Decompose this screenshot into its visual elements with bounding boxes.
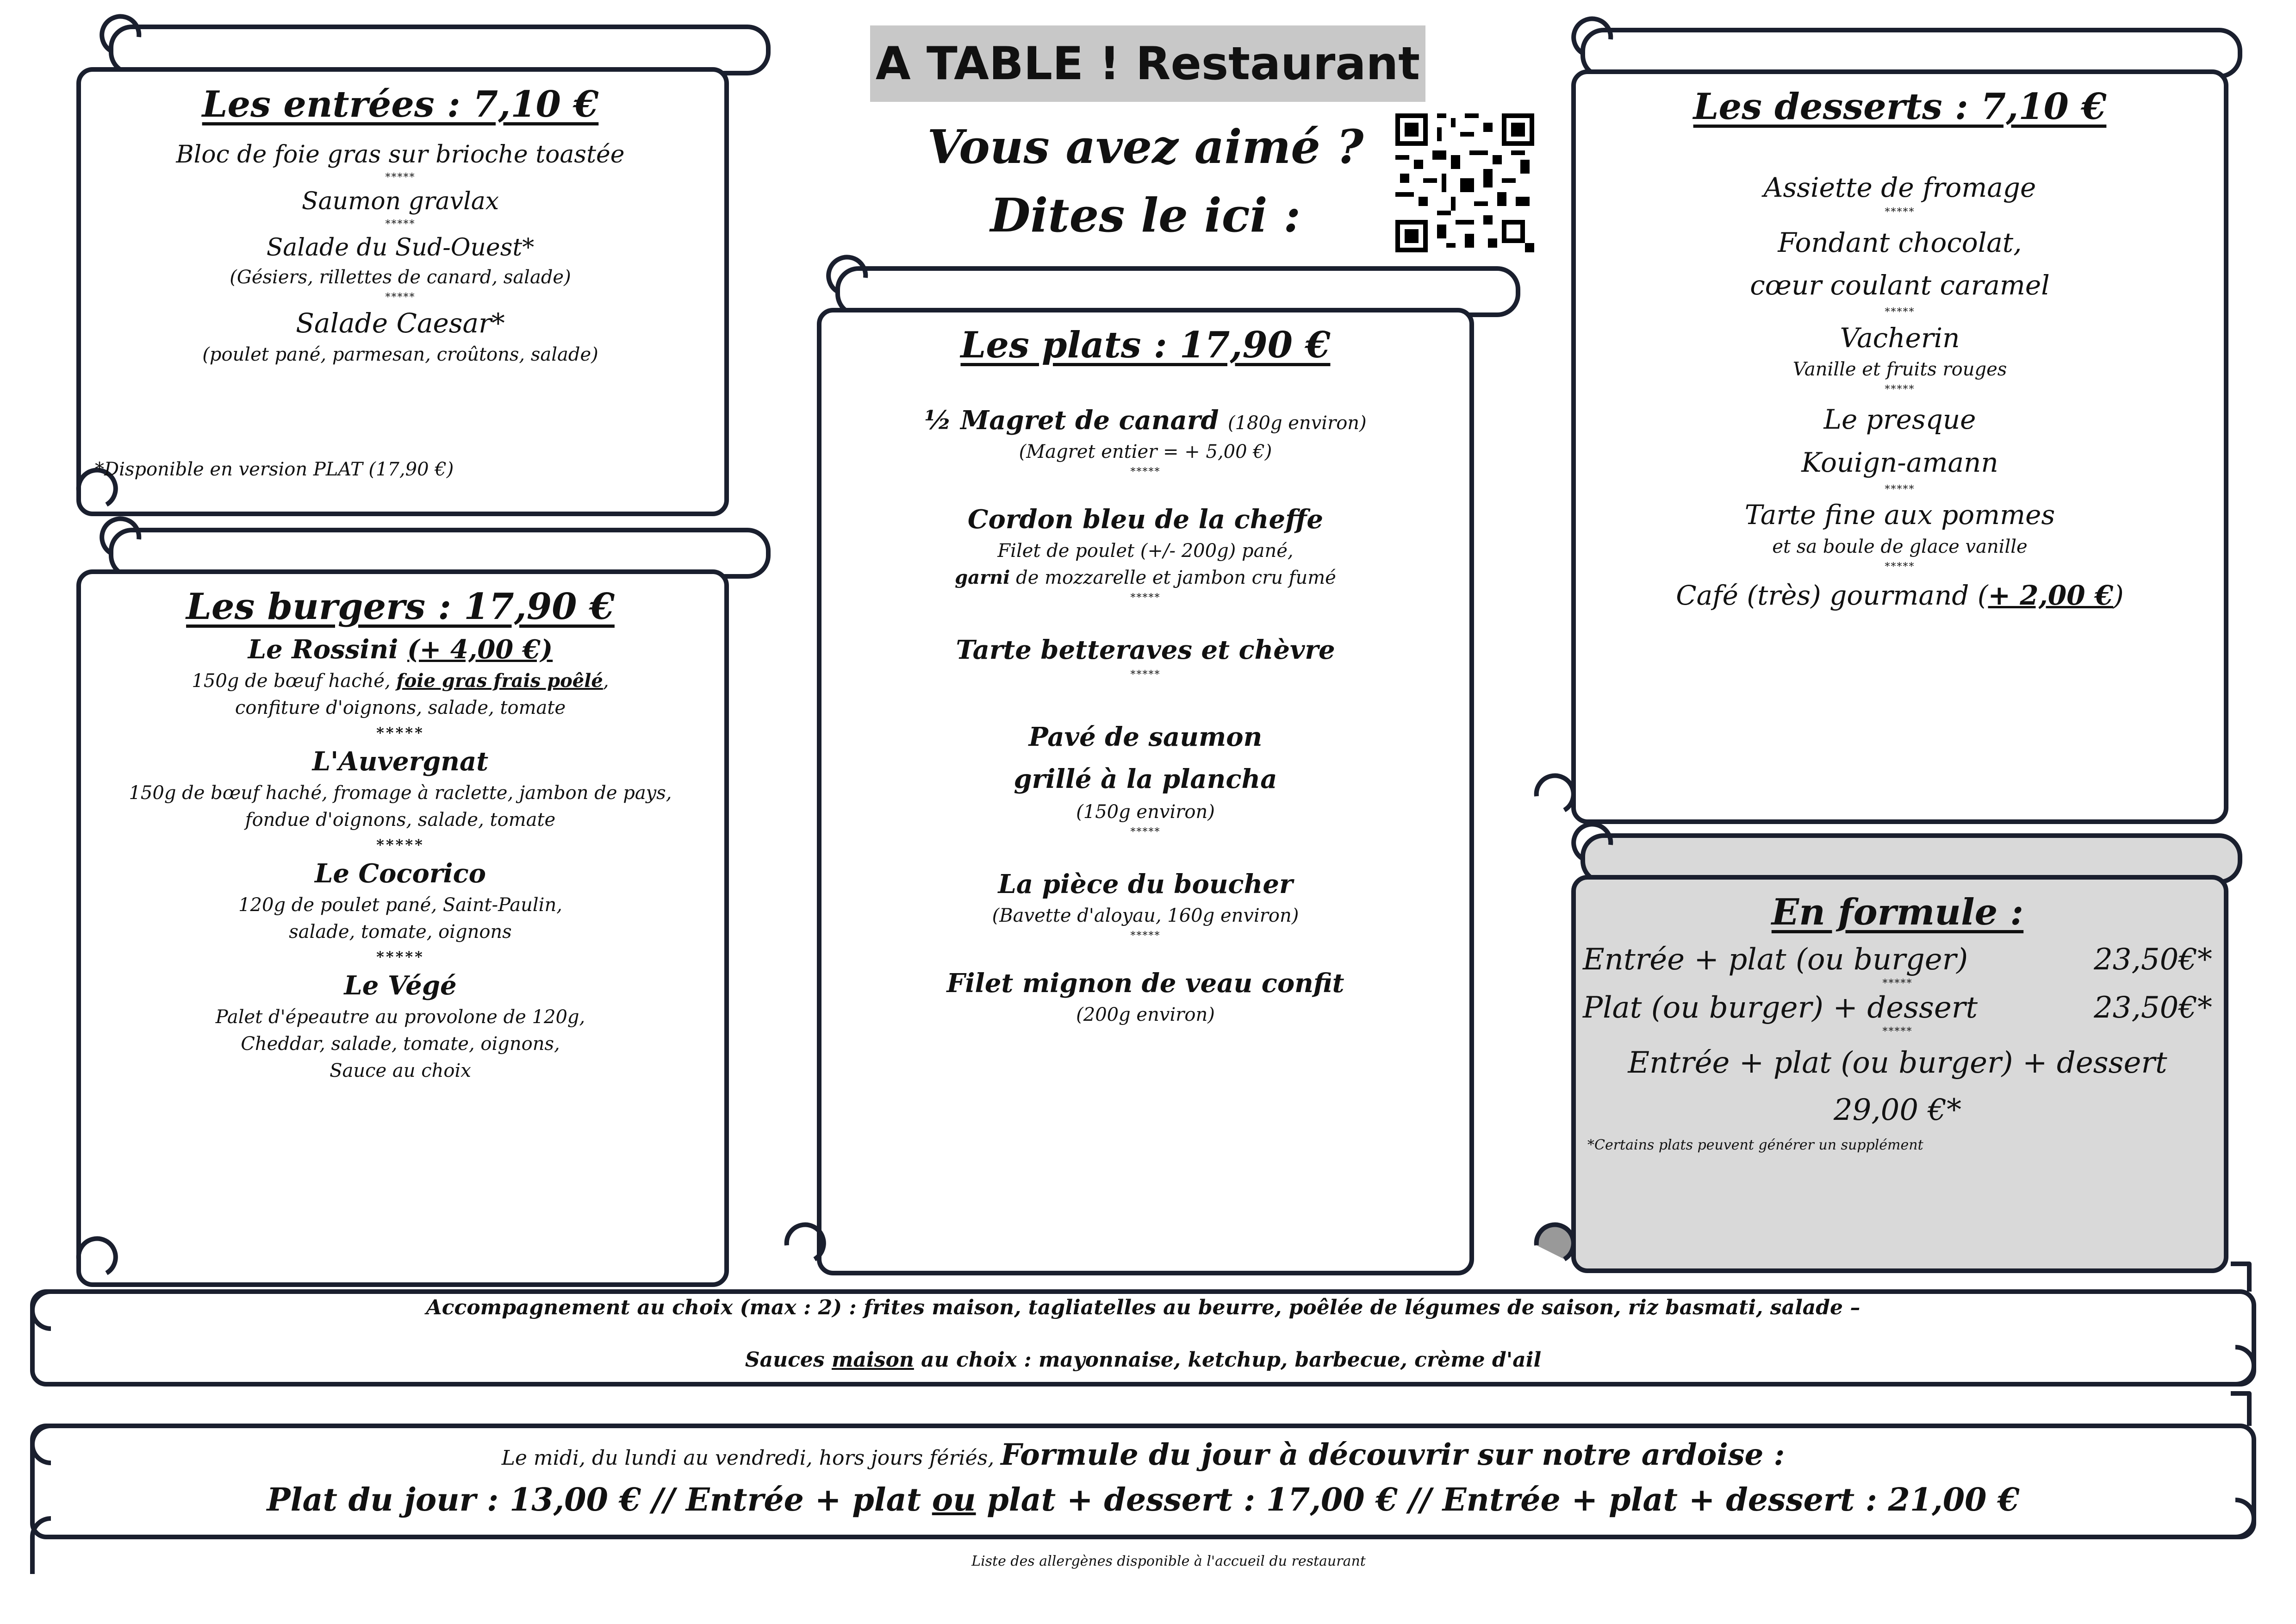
- separator: *****: [1130, 592, 1161, 604]
- sauces-maison: maison: [831, 1348, 914, 1372]
- dessert-item: Assiette de fromage: [1763, 172, 2036, 203]
- formule-panel: [1583, 891, 2212, 1153]
- burger-rossini-supplement: (+ 4,00 €): [407, 634, 553, 665]
- cordon-rest: de mozzarelle et jambon cru fumé: [1010, 567, 1336, 588]
- separator: *****: [1130, 466, 1161, 478]
- separator: *****: [376, 724, 424, 742]
- sauces-c: au choix : mayonnaise, ketchup, barbecue, crème d'ail: [914, 1348, 1542, 1372]
- qr-code-icon[interactable]: [1395, 113, 1534, 252]
- formule-note: *Certains plats peuvent générer un supplément: [1587, 1137, 1923, 1153]
- magret-name: ½ Magret de canard: [924, 405, 1219, 436]
- separator: *****: [1885, 306, 1915, 319]
- dessert-item: Fondant chocolat,: [1778, 226, 2022, 258]
- restaurant-name: A TABLE ! Restaurant: [875, 37, 1420, 90]
- plat-name: Tarte betteraves et chèvre: [956, 634, 1335, 665]
- burger-name: Le Cocorico: [314, 858, 486, 889]
- rossini-detail-a: 150g de bœuf haché,: [192, 670, 391, 692]
- dessert-detail: et sa boule de glace vanille: [1772, 536, 2028, 557]
- burger-name: Le Végé: [344, 970, 457, 1001]
- burger-detail: confiture d'oignons, salade, tomate: [235, 697, 566, 718]
- desserts-panel: [1587, 86, 2212, 617]
- formule-option-label: Entrée + plat (ou burger): [1583, 943, 1968, 977]
- rossini-detail-b: foie gras frais poêlé: [396, 669, 603, 692]
- separator: *****: [1885, 383, 1915, 395]
- formule-option-label: Plat (ou burger) + dessert: [1583, 991, 1978, 1025]
- burger-detail: 120g de poulet pané, Saint-Paulin,: [238, 894, 562, 916]
- midi-band: [65, 1437, 2221, 1518]
- entrees-title: Les entrées : 7,10 €: [202, 83, 599, 125]
- separator: *****: [376, 948, 424, 966]
- burgers-title: Les burgers : 17,90 €: [186, 586, 615, 628]
- entree-detail: (poulet pané, parmesan, croûtons, salade): [202, 344, 598, 366]
- separator: *****: [385, 218, 416, 230]
- plat-detail: Filet de poulet (+/- 200g) pané,: [997, 540, 1294, 562]
- cafe-supplement: + 2,00 €: [1988, 580, 2114, 612]
- formule-option-price: 23,50€*: [2094, 943, 2212, 977]
- burger-detail: salade, tomate, oignons: [289, 921, 512, 943]
- dessert-detail: Vanille et fruits rouges: [1792, 358, 2007, 380]
- entrees-panel: [93, 83, 708, 368]
- cafe-label: Café (très) gourmand (: [1676, 580, 1988, 612]
- separator: *****: [1882, 978, 1913, 989]
- dessert-item: cœur coulant caramel: [1750, 269, 2050, 301]
- burger-detail: Palet d'épeautre au provolone de 120g,: [215, 1006, 585, 1028]
- entree-item: Bloc de foie gras sur brioche toastée: [176, 141, 625, 169]
- plat-detail: [833, 564, 1458, 591]
- separator: *****: [1885, 206, 1915, 219]
- entree-item: Salade Caesar*: [296, 307, 505, 339]
- rossini-detail-c: ,: [603, 670, 609, 692]
- midi-line-2a: Plat du jour : 13,00 € // Entrée + plat: [267, 1481, 932, 1518]
- dessert-item: Tarte fine aux pommes: [1744, 499, 2055, 531]
- plat-name: Cordon bleu de la cheffe: [967, 504, 1324, 535]
- plat-name: La pièce du boucher: [998, 869, 1293, 900]
- plats-title: Les plats : 17,90 €: [960, 324, 1331, 366]
- burger-rossini-name: Le Rossini: [248, 634, 398, 665]
- formule-option-price: 23,50€*: [2094, 991, 2212, 1025]
- cafe-end: ): [2113, 580, 2124, 612]
- plat-detail: (Magret entier = + 5,00 €): [1019, 441, 1272, 462]
- burgers-panel: [93, 586, 708, 1084]
- dessert-item: [1587, 574, 2212, 617]
- burger-name: L'Auvergnat: [312, 746, 489, 777]
- entree-item: Salade du Sud-Ouest*: [266, 234, 535, 262]
- separator: *****: [385, 172, 416, 184]
- burger-name: [93, 632, 708, 668]
- formule-option-row: [1583, 943, 2212, 977]
- midi-line-2: [65, 1481, 2221, 1518]
- separator: *****: [1130, 826, 1161, 838]
- midi-line-1: [65, 1437, 2221, 1472]
- plats-panel: [833, 324, 1458, 1028]
- dessert-item: Vacherin: [1840, 322, 1960, 354]
- desserts-title: Les desserts : 7,10 €: [1693, 86, 2107, 128]
- plat-detail: (200g environ): [1076, 1004, 1215, 1025]
- restaurant-title: [870, 25, 1425, 102]
- entree-item: Saumon gravlax: [301, 187, 499, 215]
- sauces-a: Sauces: [745, 1348, 832, 1372]
- formule-option-label: Entrée + plat (ou burger) + dessert: [1628, 1045, 2167, 1080]
- review-line-2: Dites le ici :: [990, 188, 1301, 243]
- formule-option-price: 29,00 €*: [1833, 1093, 1962, 1128]
- formule-title: En formule :: [1771, 891, 2024, 933]
- separator: *****: [1130, 930, 1161, 942]
- plat-name: Pavé de saumon: [1028, 721, 1263, 752]
- separator: *****: [1885, 483, 1915, 495]
- dessert-item: Kouign-amann: [1801, 446, 1998, 478]
- separator: *****: [1885, 561, 1915, 573]
- burger-detail: 150g de bœuf haché, fromage à raclette, jambon de pays,: [129, 782, 672, 804]
- separator: *****: [1882, 1026, 1913, 1038]
- dessert-item: Le presque: [1823, 404, 1976, 436]
- plat-name: Filet mignon de veau confit: [946, 968, 1344, 999]
- midi-line-2b: plat + dessert : 17,00 € // Entrée + plat + dessert : 21,00 €: [976, 1481, 2020, 1518]
- burger-detail: fondue d'oignons, salade, tomate: [245, 809, 556, 831]
- accompagnement-line-1: Accompagnement au choix (max : 2) : frites maison, tagliatelles au beurre, poêlée de légumes de saison, riz basmati, salade –: [426, 1296, 1860, 1319]
- midi-line-1b: Formule du jour à découvrir sur notre ardoise :: [1001, 1437, 1785, 1472]
- formule-option-row: [1583, 991, 2212, 1025]
- magret-weight: (180g environ): [1227, 412, 1367, 434]
- accompagnement-band: [65, 1294, 2221, 1372]
- review-prompt: [902, 109, 1388, 245]
- entrees-note: *Disponible en version PLAT (17,90 €): [95, 459, 454, 480]
- allergens-note: Liste des allergènes disponible à l'accueil du restaurant: [971, 1553, 1366, 1569]
- plat-detail: (150g environ): [1076, 801, 1215, 823]
- burger-detail: Sauce au choix: [330, 1060, 471, 1081]
- accompagnement-line-2: [65, 1348, 2221, 1372]
- plat-name: grillé à la plancha: [1014, 763, 1277, 794]
- plat-detail: (Bavette d'aloyau, 160g environ): [992, 905, 1299, 926]
- review-line-1: Vous avez aimé ?: [927, 119, 1364, 174]
- midi-ou: ou: [932, 1481, 976, 1518]
- entree-detail: (Gésiers, rillettes de canard, salade): [230, 267, 571, 288]
- burger-detail: [93, 668, 708, 694]
- separator: *****: [385, 292, 416, 304]
- separator: *****: [1130, 668, 1161, 681]
- separator: *****: [376, 836, 424, 854]
- cordon-garni: garni: [955, 566, 1010, 588]
- burger-detail: Cheddar, salade, tomate, oignons,: [241, 1033, 560, 1055]
- midi-line-1a: Le midi, du lundi au vendredi, hors jours fériés,: [501, 1446, 1001, 1470]
- plat-name: [833, 403, 1458, 438]
